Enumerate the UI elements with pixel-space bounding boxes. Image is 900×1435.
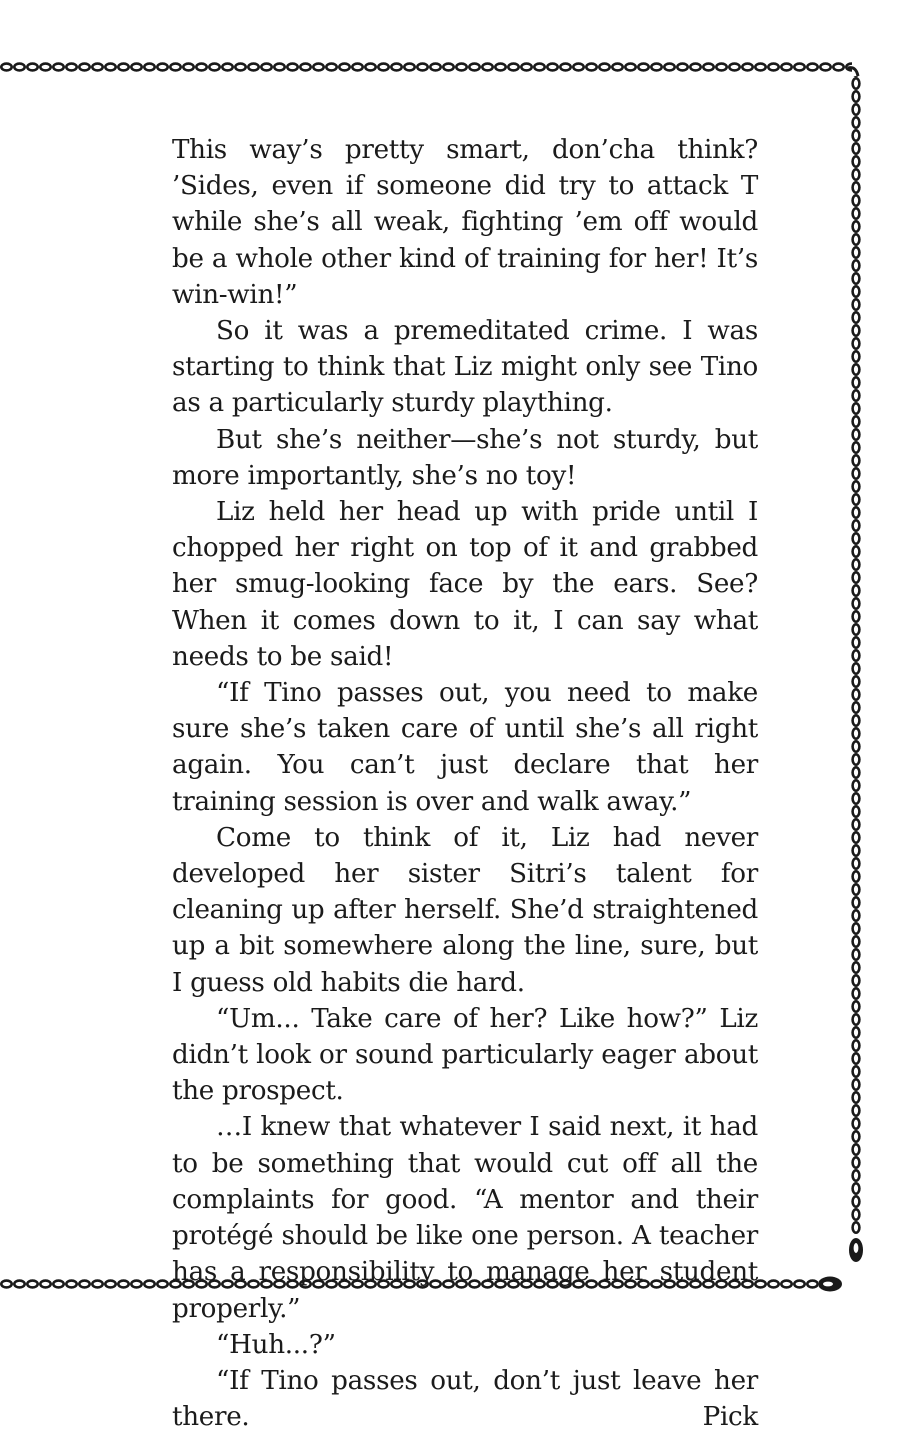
paragraph-6: Come to think of it, Liz had never developed her sister Sitri’s talent for cleaning up after herself. She’d straightened up a bit somewhere along the line, sure, but I guess old habits die hard. [172,822,758,998]
paragraph-5: “If Tino passes out, you need to make sure she’s taken care of until she’s all right again. You can’t just declare that her training session is over and walk away.” [172,678,758,817]
paragraph-9: “Huh...?” [216,1329,336,1360]
paragraph-4: Liz held her head up with pride until I chopped her right on top of it and grabbed her smug-looking face by the ears. See? When it comes down to it, I can say what needs to be said! [172,497,758,672]
body-text [172,132,758,1435]
paragraph-10: “If Tino passes out, don’t just leave her there. Pick [172,1365,758,1433]
chain-border-top [0,58,860,76]
paragraph-7: “Um... Take care of her? Like how?” Liz didn’t look or sound particularly eager about the prospect. [172,1003,758,1107]
paragraph-2: So it was a premeditated crime. I was starting to think that Liz might only see Tino as a particularly sturdy plaything. [172,316,758,419]
paragraph-3: But she’s neither—she’s not sturdy, but more importantly, she’s no toy! [172,424,758,491]
chain-border-right [846,64,866,1274]
paragraph-8: …I knew that whatever I said next, it had to be something that would cut off all the complaints for good. “A mentor and their protégé should be like one person. A teacher has a responsibility to manage her student properly.” [172,1112,758,1324]
paragraph-1: This way’s pretty smart, don’cha think? ’Sides, even if someone did try to attack T while she’s all weak, fighting ’em off would be a whole other kind of training for her! It’s win-win!” [172,135,758,310]
